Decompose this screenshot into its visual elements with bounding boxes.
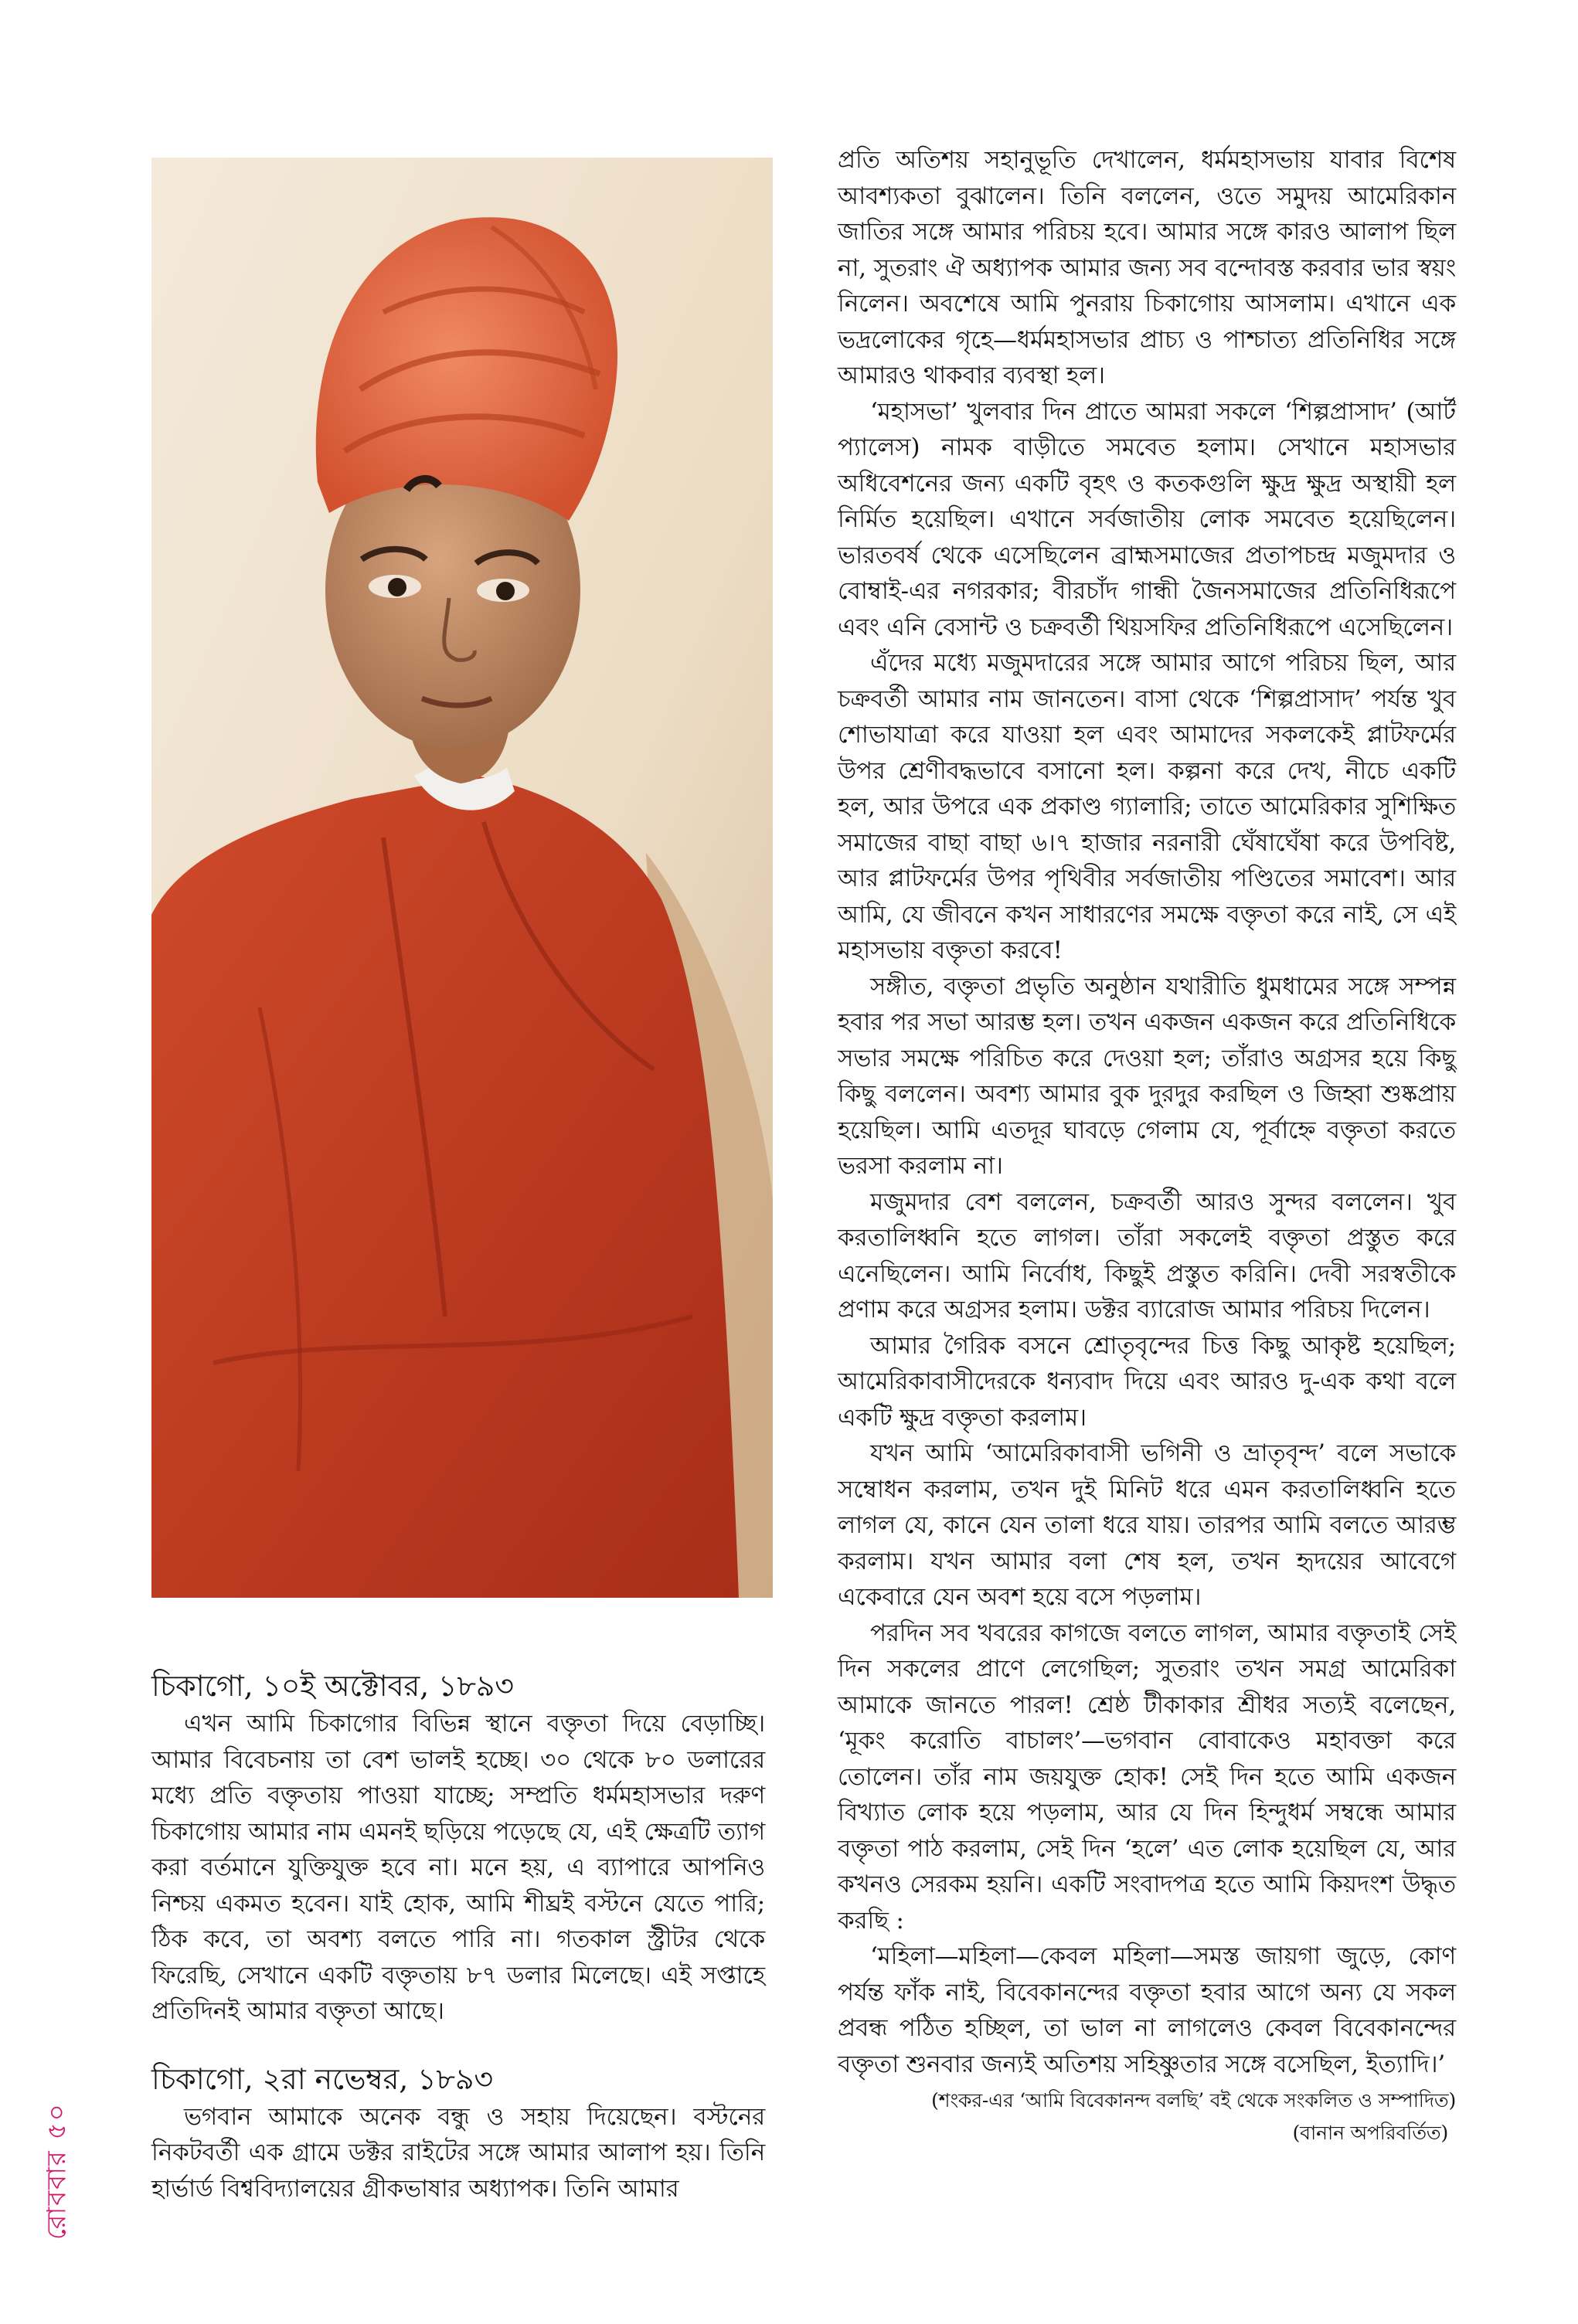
body-paragraph: এঁদের মধ্যে মজুমদারের সঙ্গে আমার আগে পরিচয় ছিল, আর চক্রবর্তী আমার নাম জানতেন। বাসা থেকে ‘শিল্পপ্রাসাদ’ পর্যন্ত খুব শোভাযাত্রা করে যাওয়া হল এবং আমাদের সকলকেই প্লাটফর্মের উপর শ্রেণীবদ্ধভাবে বসানো হল। কল্পনা করে দেখ, নীচে একটি হল, আর উপরে এক প্রকাণ্ড গ্যালারি; তাতে আমেরিকার সুশিক্ষিত সমাজের বাছা বাছা ৬।৭ হাজার নরনারী ঘেঁষাঘেঁষা করে উপবিষ্ট, আর প্লাটফর্মের উপর পৃথিবীর সর্বজাতীয় পণ্ডিতের সমাবেশ। আর আমি, যে জীবনে কখন সাধারণের সমক্ষে বক্তৃতা করে নাই, সে এই মহাসভায় বক্তৃতা করবে!	[838, 649, 1456, 964]
letter-section	[151, 1666, 765, 2030]
letter-heading: চিকাগো, ২রা নভেম্বর, ১৮৯৩	[151, 2061, 493, 2096]
body-paragraph: আমার গৈরিক বসনে শ্রোতৃবৃন্দের চিত্ত কিছু আকৃষ্ট হয়েছিল; আমেরিকাবাসীদেরকে ধন্যবাদ দিয়ে এবং আরও দু-এক কথা বলে একটি ক্ষুদ্র বক্তৃতা করলাম।	[838, 1331, 1456, 1432]
letter-section	[151, 2059, 765, 2207]
right-column	[838, 142, 1456, 2149]
letter-paragraph: এখন আমি চিকাগোর বিভিন্ন স্থানে বক্তৃতা দিয়ে বেড়াচ্ছি। আমার বিবেচনায় তা বেশ ভালই হচ্ছে। ৩০ থেকে ৮০ ডলারের মধ্যে প্রতি বক্তৃতায় পাওয়া যাচ্ছে; সম্প্রতি ধর্মমহাসভার দরুণ চিকাগোয় আমার নাম এমনই ছড়িয়ে পড়েছে যে, এই ক্ষেত্রটি ত্যাগ করা বর্তমানে যুক্তিযুক্ত হবে না। মনে হয়, এ ব্যাপারে আপনিও নিশ্চয় একমত হবেন। যাই হোক, আমি শীঘ্রই বস্টনে যেতে পারি; ঠিক কবে, তা অবশ্য বলতে পারি না। গতকাল স্ট্রীটর থেকে ফিরেছি, সেখানে একটি বক্তৃতায় ৮৭ ডলার মিলেছে। এই সপ্তাহে প্রতিদিনই আমার বক্তৃতা আছে।	[151, 1710, 765, 2025]
source-credit: (শংকর-এর ‘আমি বিবেকানন্দ বলছি’ বই থেকে সংকলিত ও সম্পাদিত)	[931, 2089, 1456, 2112]
page-folio: রোববার ৫০	[41, 2102, 73, 2240]
body-paragraph: সঙ্গীত, বক্তৃতা প্রভৃতি অনুষ্ঠান যথারীতি ধুমধামের সঙ্গে সম্পন্ন হবার পর সভা আরম্ভ হল। তখন একজন একজন করে প্রতিনিধিকে সভার সমক্ষে পরিচিত করে দেওয়া হল; তাঁরাও অগ্রসর হয়ে কিছু কিছু বললেন। অবশ্য আমার বুক দুরদুর করছিল ও জিহ্বা শুষ্কপ্রায় হয়েছিল। আমি এতদূর ঘাবড়ে গেলাম যে, পূর্বাহ্নে বক্তৃতা করতে ভরসা করলাম না।	[838, 972, 1456, 1180]
letter-paragraph: ভগবান আমাকে অনেক বন্ধু ও সহায় দিয়েছেন। বস্টনের নিকটবর্তী এক গ্রামে ডক্টর রাইটের সঙ্গে আমার আলাপ হয়। তিনি হার্ভার্ড বিশ্ববিদ্যালয়ের গ্রীকভাষার অধ্যাপক। তিনি আমার	[151, 2102, 765, 2203]
left-column	[151, 1666, 765, 2236]
letter-heading: চিকাগো, ১০ই অক্টোবর, ১৮৯৩	[151, 1669, 514, 1703]
portrait-photo	[151, 158, 773, 1598]
body-paragraph: মজুমদার বেশ বললেন, চক্রবর্তী আরও সুন্দর বললেন। খুব করতালিধ্বনি হতে লাগল। তাঁরা সকলেই বক্তৃতা প্রস্তুত করে এনেছিলেন। আমি নির্বোধ, কিছুই প্রস্তুত করিনি। দেবী সরস্বতীকে প্রণাম করে অগ্রসর হলাম। ডক্টর ব্যারোজ আমার পরিচয় দিলেন।	[838, 1187, 1456, 1323]
quote-paragraph: ‘মহিলা—মহিলা—কেবল মহিলা—সমস্ত জায়গা জুড়ে, কোণ পর্যন্ত ফাঁক নাই, বিবেকানন্দের বক্তৃতা হবার আগে অন্য যে সকল প্রবন্ধ পঠিত হচ্ছিল, তা ভাল না লাগলেও কেবল বিবেকানন্দের বক্তৃতা শুনবার জন্যই অতিশয় সহিষ্ণুতার সঙ্গে বসেছিল, ইত্যাদি।’	[838, 1942, 1456, 2078]
spelling-note: (বানান অপরিবর্তিত)	[1292, 2122, 1448, 2144]
body-paragraph: ‘মহাসভা’ খুলবার দিন প্রাতে আমরা সকলে ‘শিল্পপ্রাসাদ’ (আর্ট প্যালেস) নামক বাড়ীতে সমবেত হলাম। সেখানে মহাসভার অধিবেশনের জন্য একটি বৃহৎ ও কতকগুলি ক্ষুদ্র ক্ষুদ্র অস্থায়ী হল নির্মিত হয়েছিল। এখানে সর্বজাতীয় লোক সমবেত হয়েছিলেন। ভারতবর্ষ থেকে এসেছিলেন ব্রাহ্মসমাজের প্রতাপচন্দ্র মজুমদার ও বোম্বাই-এর নগরকার; বীরচাঁদ গান্ধী জৈনসমাজের প্রতিনিধিরূপে এবং এনি বেসান্ট ও চক্রবর্তী থিয়সফির প্রতিনিধিরূপে এসেছিলেন।	[838, 397, 1456, 641]
body-paragraph: যখন আমি ‘আমেরিকাবাসী ভগিনী ও ভ্রাতৃবৃন্দ’ বলে সভাকে সম্বোধন করলাম, তখন দুই মিনিট ধরে এমন করতালিধ্বনি হতে লাগল যে, কানে যেন তালা ধরে যায়। তারপর আমি বলতে আরম্ভ করলাম। যখন আমার বলা শেষ হল, তখন হৃদয়ের আবেগে একেবারে যেন অবশ হয়ে বসে পড়লাম।	[838, 1439, 1456, 1611]
body-paragraph: প্রতি অতিশয় সহানুভূতি দেখালেন, ধর্মমহাসভায় যাবার বিশেষ আবশ্যকতা বুঝালেন। তিনি বললেন, ওতে সমুদয় আমেরিকান জাতির সঙ্গে আমার পরিচয় হবে। আমার সঙ্গে কারও আলাপ ছিল না, সুতরাং ঐ অধ্যাপক আমার জন্য সব বন্দোবস্ত করবার ভার স্বয়ং নিলেন। অবশেষে আমি পুনরায় চিকাগোয় আসলাম। এখানে এক ভদ্রলোকের গৃহে—ধর্মমহাসভার প্রাচ্য ও পাশ্চাত্য প্রতিনিধির সঙ্গে আমারও থাকবার ব্যবস্থা হল।	[838, 146, 1456, 389]
body-paragraph: পরদিন সব খবরের কাগজে বলতে লাগল, আমার বক্তৃতাই সেই দিন সকলের প্রাণে লেগেছিল; সুতরাং তখন সমগ্র আমেরিকা আমাকে জানতে পারল! শ্রেষ্ঠ টীকাকার শ্রীধর সত্যই বলেছেন, ‘মূকং করোতি বাচালং’—ভগবান বোবাকেও মহাবক্তা করে তোলেন। তাঁর নাম জয়যুক্ত হোক! সেই দিন হতে আমি একজন বিখ্যাত লোক হয়ে পড়লাম, আর যে দিন হিন্দুধর্ম সম্বন্ধে আমার বক্তৃতা পাঠ করলাম, সেই দিন ‘হলে’ এত লোক হয়েছিল যে, আর কখনও সেরকম হয়নি। একটি সংবাদপত্র হতে আমি কিয়দংশ উদ্ধৃত করছি :	[838, 1619, 1456, 1935]
